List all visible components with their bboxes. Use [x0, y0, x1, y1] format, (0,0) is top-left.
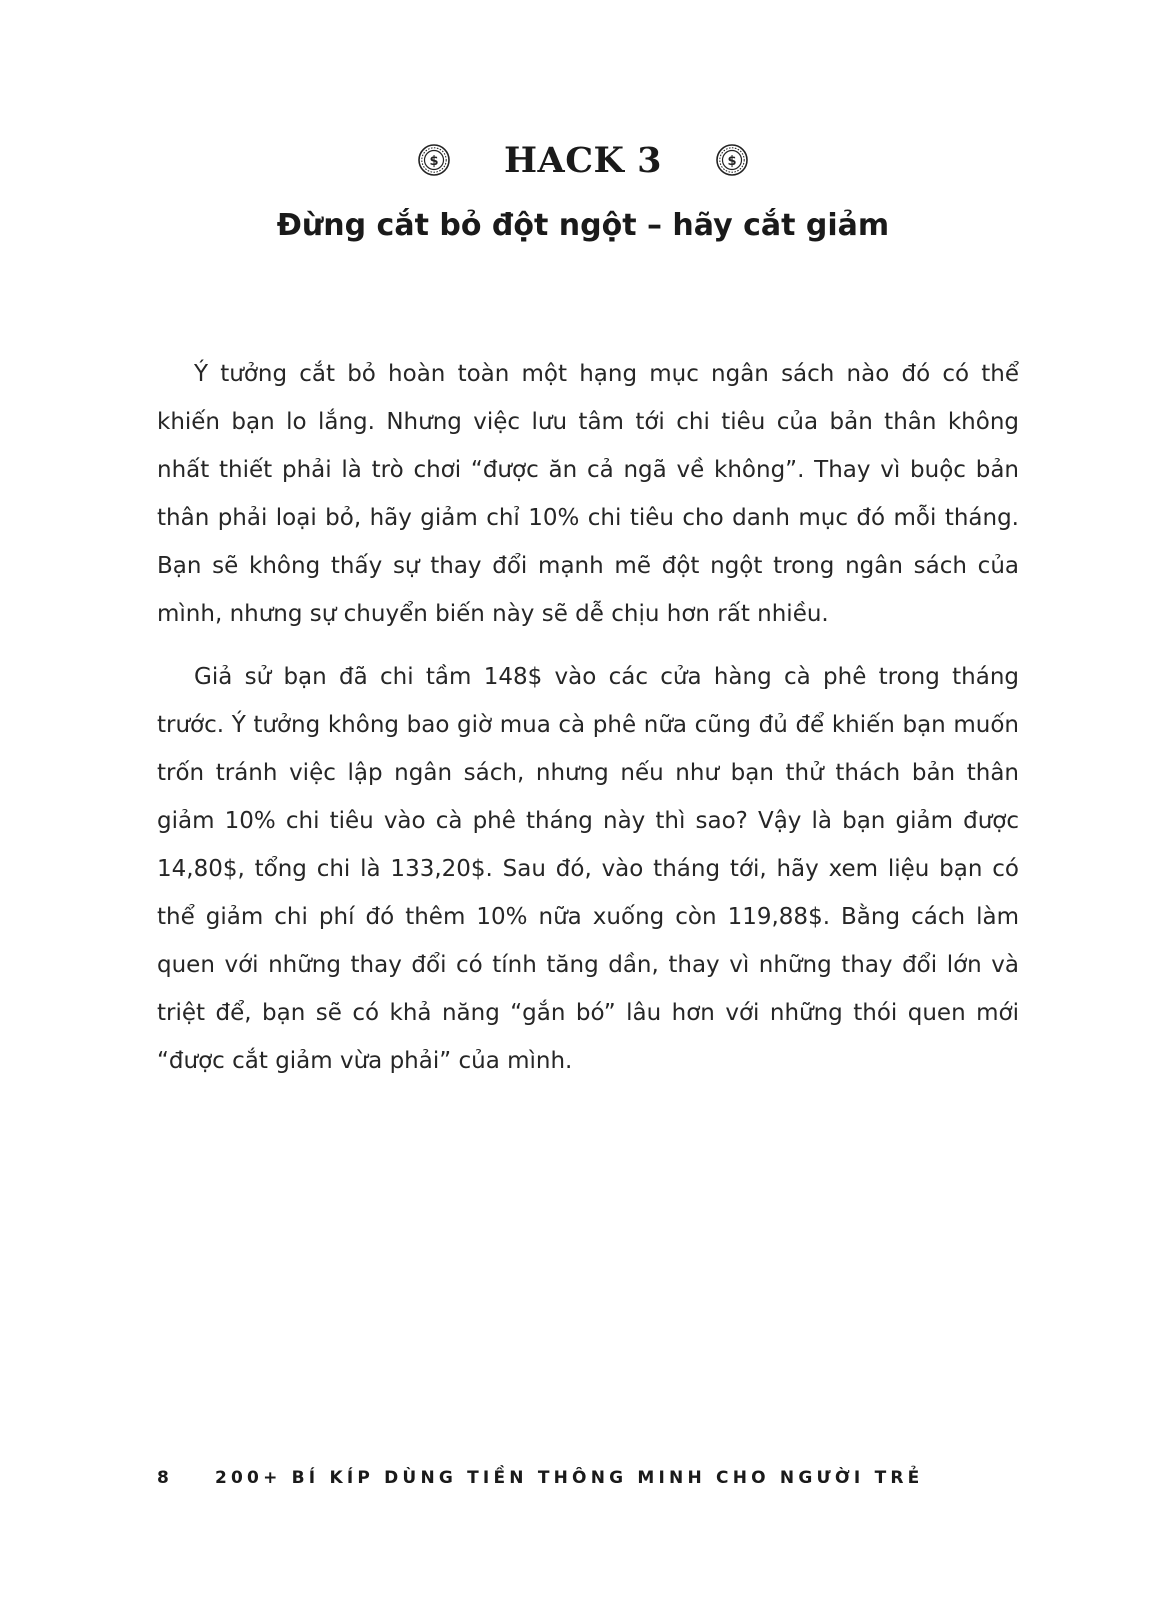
body-text — [157, 350, 1019, 1085]
page-footer — [157, 1468, 923, 1488]
dollar-coin-icon — [418, 144, 450, 176]
dollar-coin-icon — [716, 144, 748, 176]
page-number: 8 — [157, 1468, 169, 1488]
book-title: 200+ BÍ KÍP DÙNG TIỀN THÔNG MINH CHO NGƯỜI TRẺ — [215, 1468, 924, 1488]
hack-header — [0, 130, 1166, 190]
paragraph-2: Giả sử bạn đã chi tầm 148$ vào các cửa hàng cà phê trong tháng trước. Ý tưởng không bao giờ mua cà phê nữa cũng đủ để khiến bạn muốn trốn tránh việc lập ngân sách, nhưng nếu như bạn thử thách bản thân giảm 10% chi tiêu vào cà phê tháng này thì sao? Vậy là bạn giảm được 14,80$, tổng chi là 133,20$. Sau đó, vào tháng tới, hãy xem liệu bạn có thể giảm chi phí đó thêm 10% nữa xuống còn 119,88$. Bằng cách làm quen với những thay đổi có tính tăng dần, thay vì những thay đổi lớn và triệt để, bạn sẽ có khả năng “gắn bó” lâu hơn với những thói quen mới “được cắt giảm vừa phải” của mình. — [157, 664, 1019, 1074]
svg-text:$: $ — [727, 154, 737, 169]
paragraph-1: Ý tưởng cắt bỏ hoàn toàn một hạng mục ngân sách nào đó có thể khiến bạn lo lắng. Nhưng việc lưu tâm tới chi tiêu của bản thân không nhất thiết phải là trò chơi “được ăn cả ngã về không”. Thay vì buộc bản thân phải loại bỏ, hãy giảm chỉ 10% chi tiêu cho danh mục đó mỗi tháng. Bạn sẽ không thấy sự thay đổi mạnh mẽ đột ngột trong ngân sách của mình, nhưng sự chuyển biến này sẽ dễ chịu hơn rất nhiều. — [157, 361, 1019, 627]
section-subtitle: Đừng cắt bỏ đột ngột – hãy cắt giảm — [276, 208, 890, 243]
svg-text:$: $ — [429, 154, 439, 169]
hack-title: HACK 3 — [503, 139, 663, 181]
